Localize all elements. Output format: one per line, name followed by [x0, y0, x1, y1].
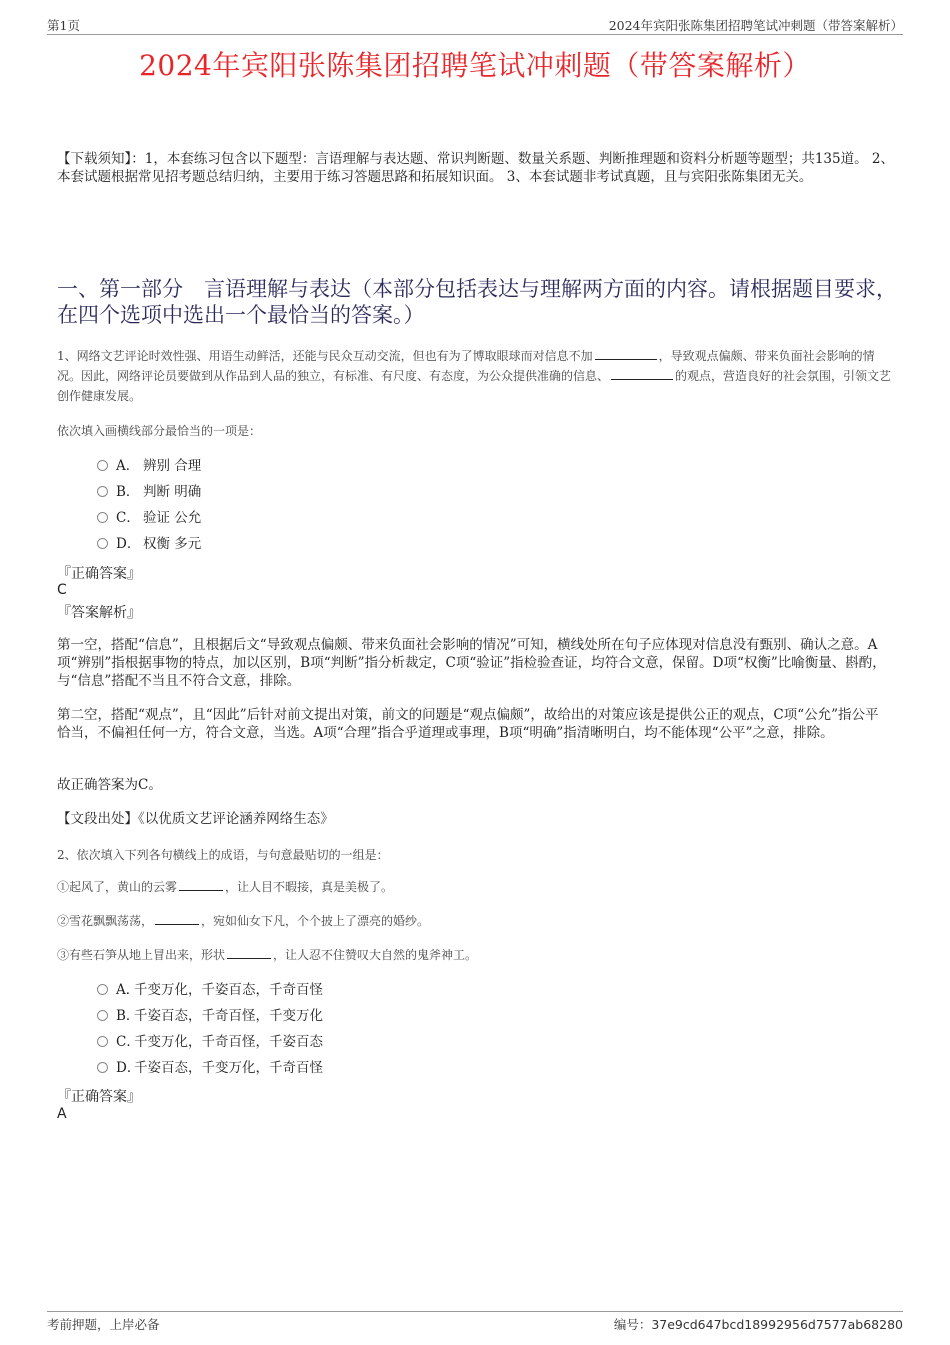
fill-blank — [227, 945, 271, 959]
q1-text-part-a: 1、网络文艺评论时效性强、用语生动鲜活，还能与民众互动交流，但也有为了博取眼球而对信息不加 — [57, 349, 593, 363]
q1-option-c[interactable]: C． 验证 公允 — [97, 508, 201, 528]
q2-sentence-2: ②雪花飘飘荡荡， ，宛如仙女下凡，个个披上了漂亮的婚纱。 — [57, 911, 897, 931]
q1-text-part-b: ，导致观点偏颇、带来负面社会影响的情况。因此，网络评论员要做到从作品到人品的独立，有标准、有尺度、有态度，为公众提供准确的信息、 — [57, 349, 875, 383]
q1-text-part-c: 的观点，营造良好的社会氛围，引领文艺创作健康发展。 — [57, 369, 892, 403]
q2-answer-label: 『正确答案』 — [57, 1089, 141, 1105]
q2-option-a[interactable]: A．千变万化，千姿百态，千奇百怪 — [97, 980, 323, 1000]
footer-doc-id: 编号：37e9cd647bcd18992956d7577ab68280 — [613, 1317, 903, 1332]
header-doc-title: 2024年宾阳张陈集团招聘笔试冲刺题（带答案解析） — [608, 18, 903, 33]
fill-blank — [179, 877, 223, 891]
fill-blank — [611, 366, 673, 380]
q1-option-a[interactable]: A． 辨别 合理 — [97, 456, 201, 476]
q2-option-c[interactable]: C．千变万化，千奇百怪，千姿百态 — [97, 1032, 323, 1052]
question-1-prompt: 依次填入画横线部分最恰当的一项是： — [57, 424, 262, 438]
q1-analysis-paragraph-2: 第二空，搭配“观点”，且“因此”后针对前文提出对策，前文的问题是“观点偏颇”，故给出的对策应该是提供公正的观点，C项“公允”指公平恰当，不偏袒任何一方，符合文意，当选。A项“合理”指合乎道理或事理，B项“明确”指清晰明白，均不能体现“公平”之意，排除。 — [57, 707, 879, 741]
page-number: 第1页 — [47, 18, 80, 33]
radio-icon[interactable] — [97, 984, 108, 995]
section-heading: 一、第一部分 言语理解与表达（本部分包括表达与理解两方面的内容。请根据题目要求，在四个选项中选出一个最恰当的答案。） — [57, 277, 897, 327]
footer-slogan: 考前押题，上岸必备 — [47, 1317, 160, 1332]
fill-blank — [595, 346, 657, 360]
radio-icon[interactable] — [97, 538, 108, 549]
q1-option-d[interactable]: D． 权衡 多元 — [97, 534, 201, 554]
q2-sentence-1: ①起风了，黄山的云雾 ，让人目不暇接，真是美极了。 — [57, 877, 897, 897]
fill-blank — [155, 911, 199, 925]
radio-icon[interactable] — [97, 460, 108, 471]
q1-answer-label: 『正确答案』 — [57, 566, 141, 582]
radio-icon[interactable] — [97, 1010, 108, 1021]
q1-analysis-paragraph-3: 故正确答案为C。 — [57, 777, 162, 793]
q2-option-b[interactable]: B．千姿百态，千奇百怪，千变万化 — [97, 1006, 323, 1026]
page-footer — [47, 1311, 903, 1334]
radio-icon[interactable] — [97, 486, 108, 497]
q1-answer: C — [57, 582, 67, 598]
document-title: 2024年宾阳张陈集团招聘笔试冲刺题（带答案解析） — [139, 49, 811, 82]
radio-icon[interactable] — [97, 1062, 108, 1073]
q1-source: 【文段出处】《以优质文艺评论涵养网络生态》 — [57, 811, 334, 827]
download-notice: 【下载须知】：1，本套练习包含以下题型：言语理解与表达题、常识判断题、数量关系题、判断推理题和资料分析题等题型；共135道。 2、本套试题根据常见招考题总结归纳，主要用于练习答题思路和拓展知识面。 3、本套试题非考试真题，且与宾阳张陈集团无关。 — [57, 151, 894, 185]
q2-option-d[interactable]: D．千姿百态，千变万化，千奇百怪 — [97, 1058, 323, 1078]
q1-option-b[interactable]: B． 判断 明确 — [97, 482, 201, 502]
q1-analysis-label: 『答案解析』 — [57, 605, 141, 621]
q2-answer: A — [57, 1106, 67, 1122]
question-1-text — [57, 346, 897, 406]
q1-analysis-paragraph-1: 第一空，搭配“信息”，且根据后文“导致观点偏颇、带来负面社会影响的情况”可知，横线处所在句子应体现对信息没有甄别、确认之意。A项“辨别”指根据事物的特点，加以区别，B项“判断”指分析裁定，C项“验证”指检验查证，均符合文意，保留。D项“权衡”比喻衡量、斟酌，与“信息”搭配不当且不符合文意，排除。 — [57, 637, 886, 689]
q2-sentence-3: ③有些石笋从地上冒出来，形状 ，让人忍不住赞叹大自然的鬼斧神工。 — [57, 945, 897, 965]
radio-icon[interactable] — [97, 512, 108, 523]
page-header — [47, 14, 903, 35]
question-2-prompt: 2、依次填入下列各句横线上的成语，与句意最贴切的一组是： — [57, 848, 389, 862]
radio-icon[interactable] — [97, 1036, 108, 1047]
